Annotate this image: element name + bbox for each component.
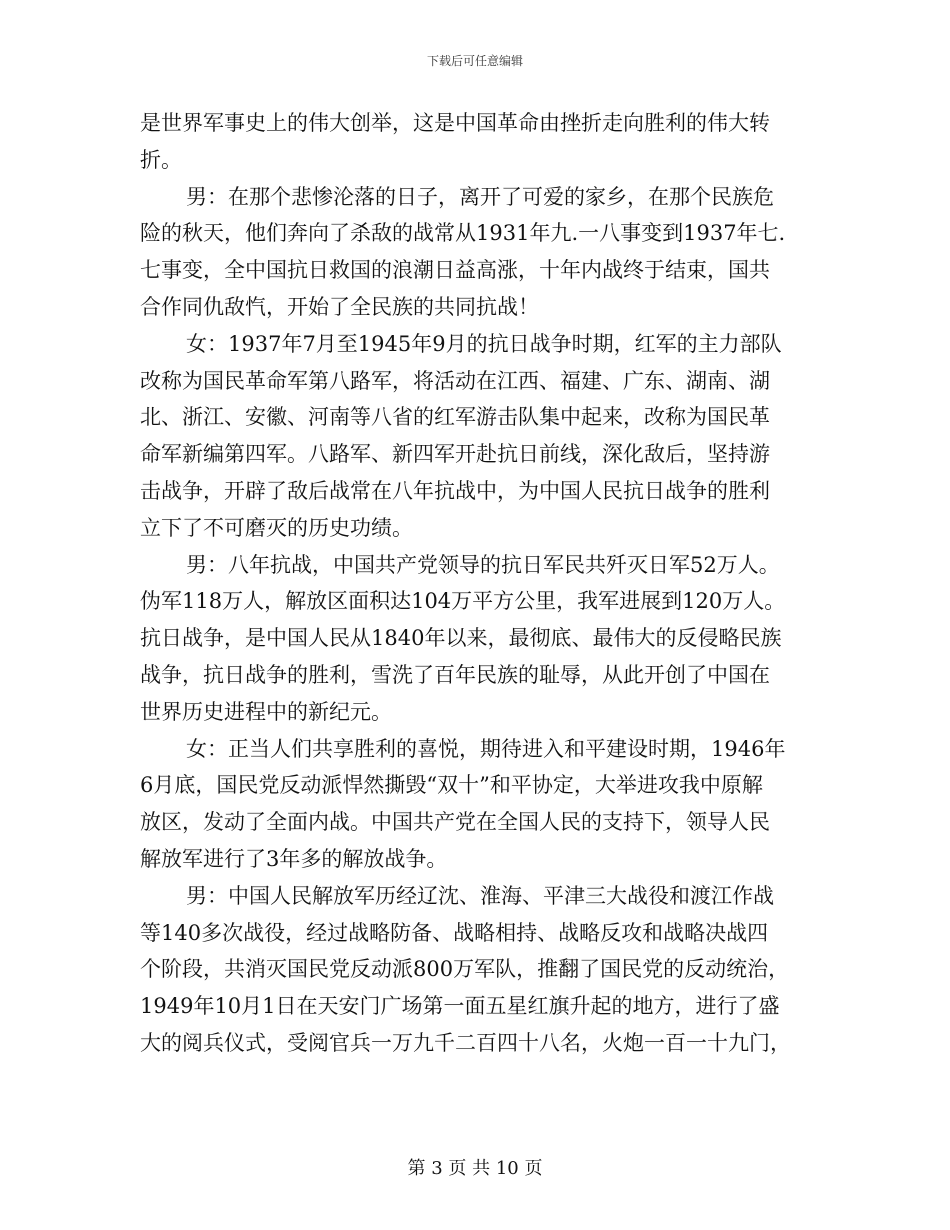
text-line: 1949年10月1日在天安门广场第一面五星红旗升起的地方，进行了盛 [140,994,780,1019]
text-line: 女：正当人们共享胜利的喜悦，期待进入和平建设时期，1946年 [186,736,786,761]
text-line: 抗日战争，是中国人民从1840年以来，最彻底、最伟大的反侵略民族 [140,626,782,651]
text-line: 是世界军事史上的伟大创举，这是中国革命由挫折走向胜利的伟大转 [140,111,770,135]
document-body [140,105,810,1062]
page-header: 下载后可任意编辑 [426,54,523,68]
text-line: 等140多次战役，经过战略防备、战略相持、战略反攻和战略决战四 [140,920,769,945]
text-line: 合作同仇敌忾，开始了全民族的共同抗战！ [140,294,539,319]
text-line: 世界历史进程中的新纪元。 [140,699,392,724]
text-line: 折。 [140,147,182,172]
text-line: 男：中国人民解放军历经辽沈、淮海、平津三大战役和渡江作战 [186,883,774,908]
text-line: 放区，发动了全面内战。中国共产党在全国人民的支持下，领导人民 [140,810,770,835]
text-line: 女：1937年7月至1945年9月的抗日战争时期，红军的主力部队 [186,331,782,356]
text-line: 命军新编第四军。八路军、新四军开赴抗日前线，深化敌后，坚持游 [140,442,770,467]
text-line: 立下了不可磨灭的历史功绩。 [140,515,413,540]
page-footer: 第 3 页 共 10 页 [407,1158,543,1179]
text-line: 改称为国民革命军第八路军，将活动在江西、福建、广东、湖南、湖 [140,368,770,393]
text-line: 个阶段，共消灭国民党反动派800万军队，推翻了国民党的反动统治， [140,957,790,982]
text-line: 大的阅兵仪式，受阅官兵一万九千二百四十八名，火炮一百一十九门， [140,1030,791,1055]
text-line: 战争，抗日战争的胜利，雪洗了百年民族的耻辱，从此开创了中国在 [140,662,770,687]
text-line: 6月底，国民党反动派悍然撕毁“双十”和平协定，大举进攻我中原解 [140,773,763,798]
text-line: 险的秋天，他们奔向了杀敌的战常从1931年九.一八事变到1937年七. [140,221,786,246]
text-line: 男：在那个悲惨沦落的日子，离开了可爱的家乡，在那个民族危 [186,184,774,209]
text-line: 击战争，开辟了敌后战常在八年抗战中，为中国人民抗日战争的胜利 [140,478,770,503]
text-line: 男：八年抗战，中国共产党领导的抗日军民共歼灭日军52万人。 [186,552,780,577]
text-line: 北、浙江、安徽、河南等八省的红军游击队集中起来，改称为国民革 [140,405,770,430]
text-line: 伪军118万人，解放区面积达104万平方公里，我军进展到120万人。 [140,589,786,614]
text-line: 七事变，全中国抗日救国的浪潮日益高涨，十年内战终于结束，国共 [140,258,770,283]
text-line: 解放军进行了3年多的解放战争。 [140,846,448,871]
